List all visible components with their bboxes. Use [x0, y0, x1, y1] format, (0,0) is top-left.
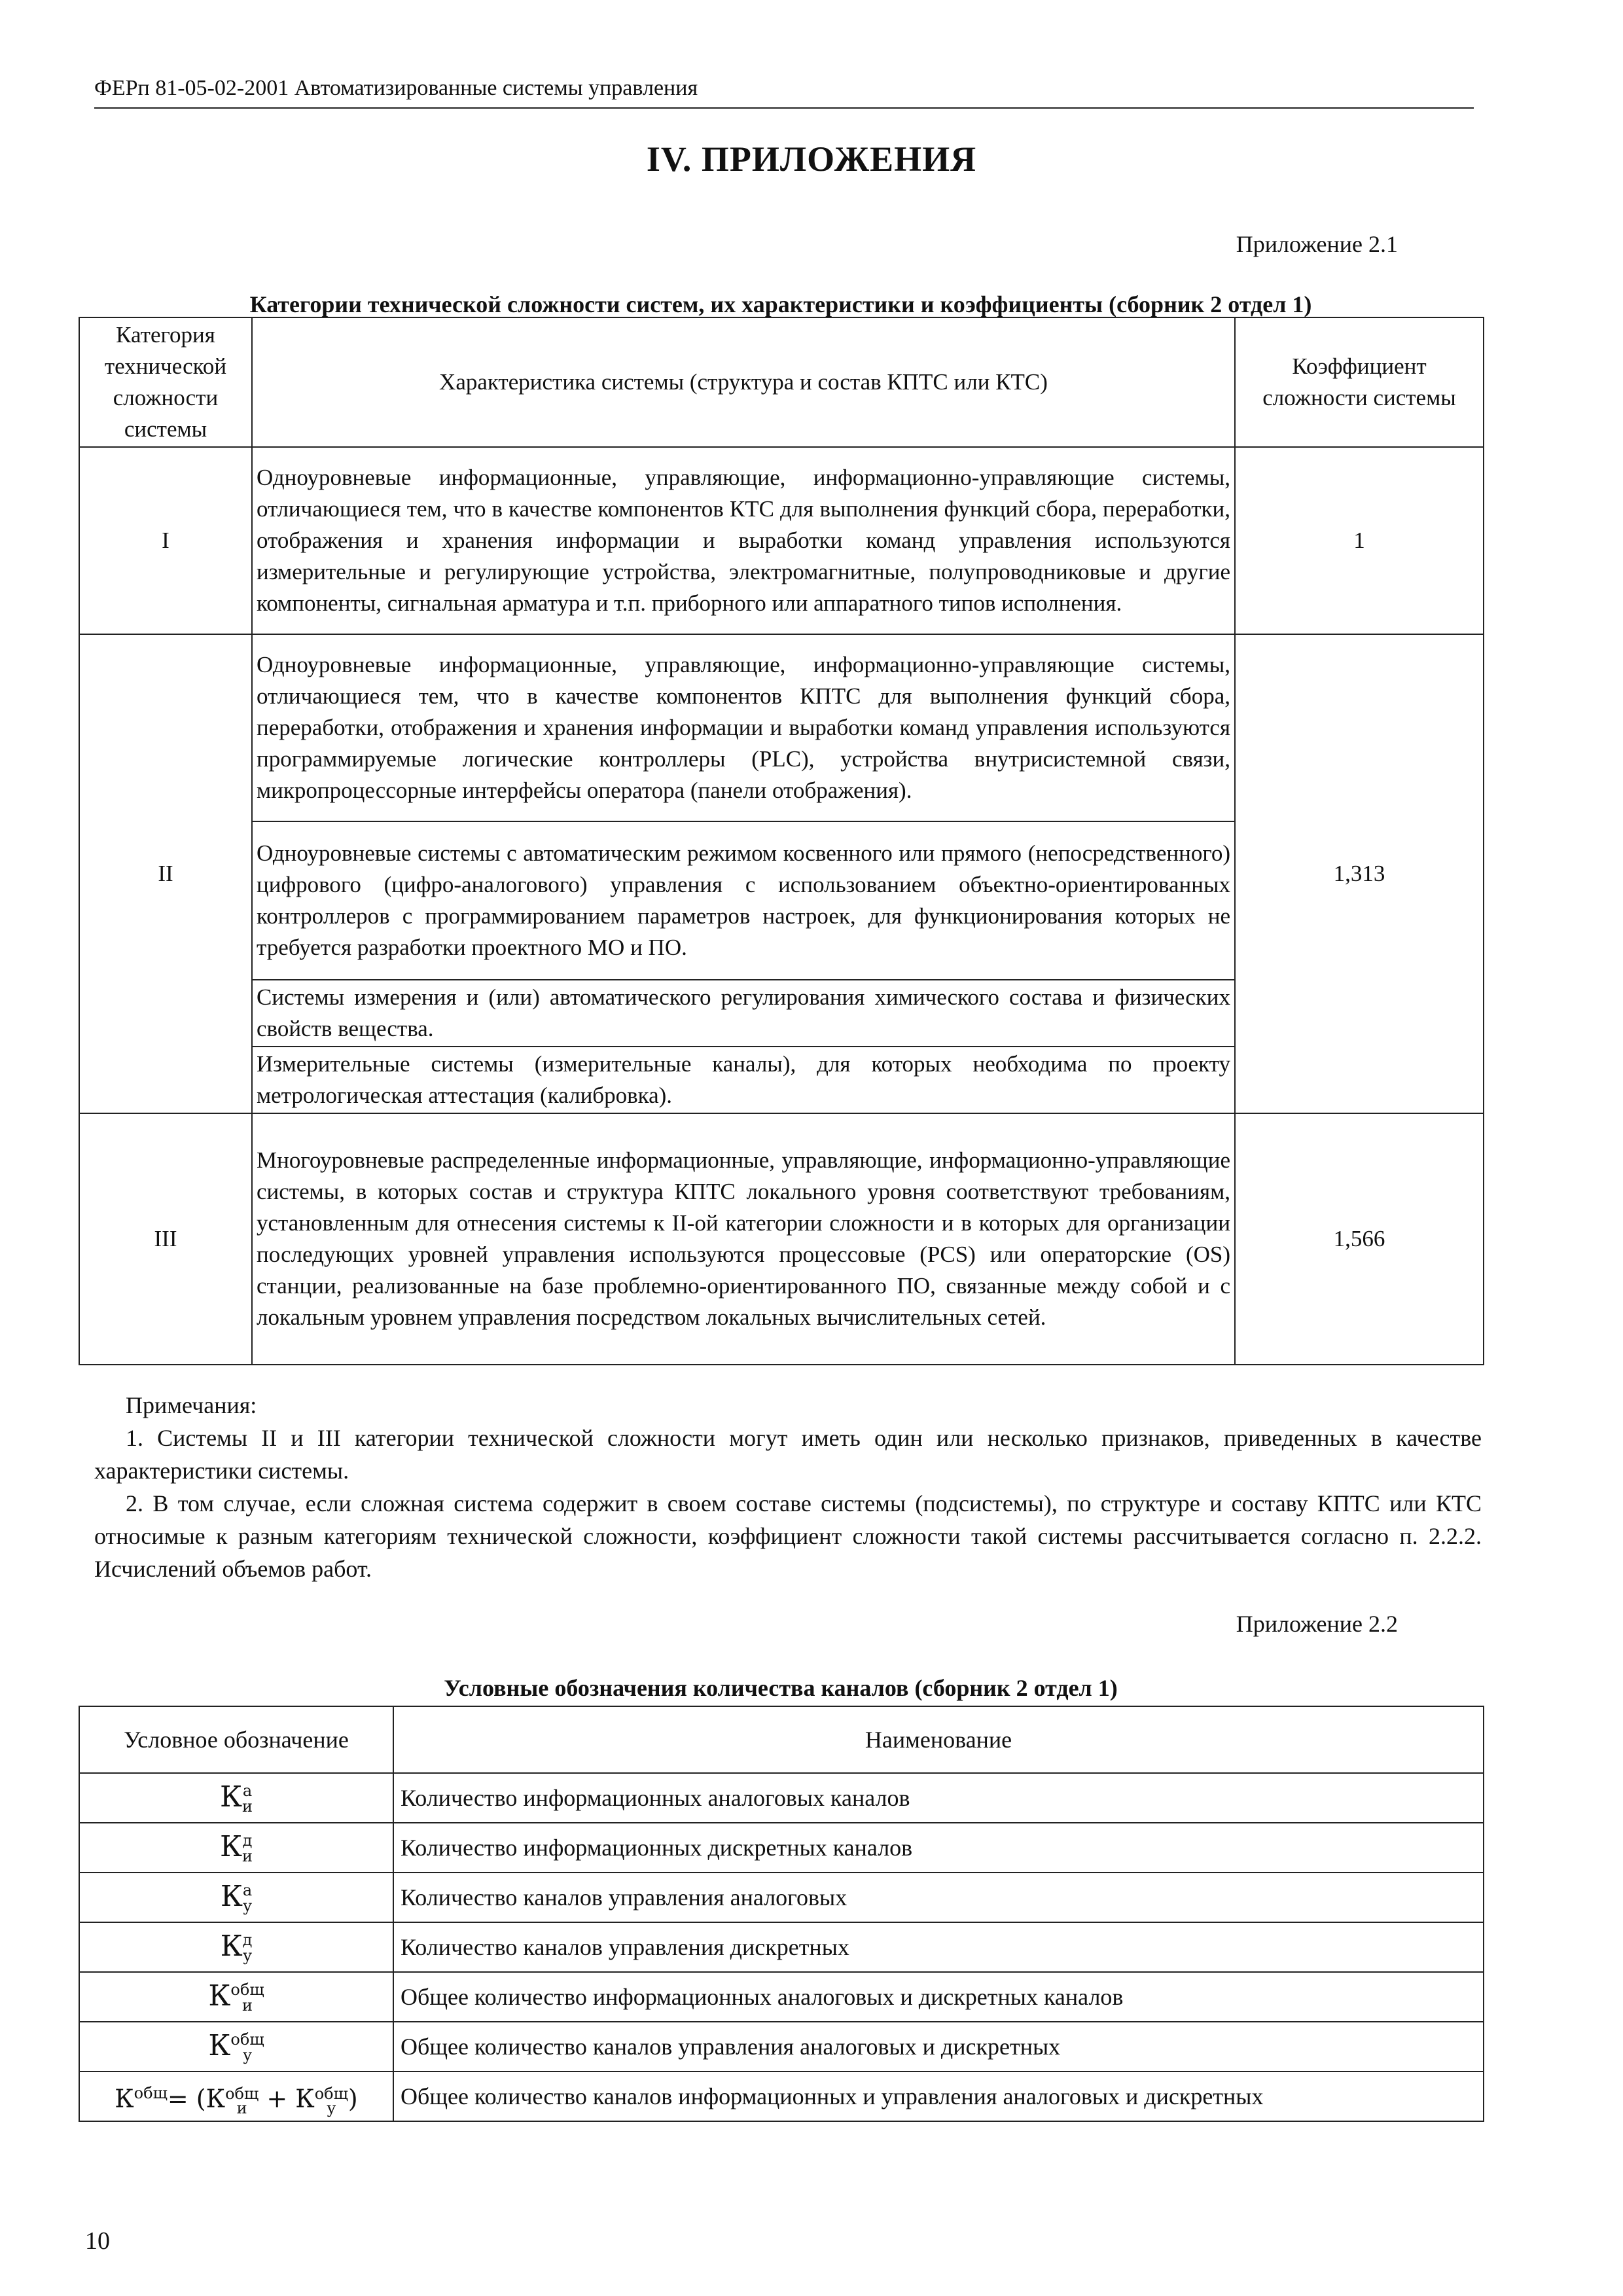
symbol-letter: К: [220, 1929, 243, 1963]
appendix-2-2-caption: Условные обозначения количества каналов (сборник 2 отдел 1): [444, 1675, 1118, 1701]
notes-heading: Примечания:: [126, 1392, 257, 1418]
symbol-letter: К: [219, 1780, 243, 1814]
section-title: IV. ПРИЛОЖЕНИЯ: [646, 139, 977, 179]
page-number: 10: [85, 2227, 110, 2255]
symbol-letter: К: [208, 2028, 231, 2062]
channel-symbols-table: [79, 1706, 1484, 2122]
coefficient-cell: 1,313: [1235, 634, 1484, 1113]
name-cell: Общее количество информационных аналоговых и дискретных каналов: [393, 1972, 1484, 2022]
formula-plus: +: [259, 2084, 296, 2113]
formula-term-a-superscript: общ: [225, 2085, 259, 2104]
table-row: [79, 1873, 1484, 1922]
category-cell: I: [79, 447, 252, 634]
symbol-superscript: а: [242, 1782, 253, 1801]
symbol-superscript: общ: [230, 1981, 264, 2000]
note-1: 1. Системы II и III категории технической сложности могут иметь один или несколько признаков, приведенных в качестве характеристики системы.: [94, 1425, 1482, 1484]
characteristic-cell: Одноуровневые системы с автоматическим режимом косвенного или прямого (непосредственного) цифрового (цифро-аналогового) управления с использованием объектно-ориентированных контроллеров с программированием параметров настроек, для функционирования которых не требуется разработки проектного МО и ПО.: [252, 821, 1235, 980]
note-2: 2. В том случае, если сложная система содержит в своем составе системы (подсистемы), по структуре и составу КПТС или КТС относимые к разным категориям технической сложности, коэффициент сложности такой системы рассчитывается согласно п. 2.2.2. Исчислений объемов работ.: [94, 1490, 1482, 1582]
table-row: [79, 1773, 1484, 1823]
symbol-cell: [79, 2022, 393, 2072]
formula-term-b-superscript: общ: [314, 2085, 348, 2104]
coefficient-cell: 1: [1235, 447, 1484, 634]
formula-equals: = (: [167, 2084, 206, 2113]
header-name: Наименование: [393, 1706, 1484, 1773]
table-header-row: [79, 1706, 1484, 1773]
symbol-cell: [79, 1823, 393, 1873]
running-head: ФЕРп 81-05-02-2001 Автоматизированные системы управления: [94, 73, 1474, 109]
name-cell: Количество каналов управления аналоговых: [393, 1873, 1484, 1922]
appendix-2-2-label: Приложение 2.2: [1236, 1611, 1398, 1637]
table-row: [79, 1823, 1484, 1873]
table-row: [79, 1922, 1484, 1972]
table-row: [79, 1113, 1484, 1365]
characteristic-cell: Одноуровневые информационные, управляющие, информационно-управляющие системы, отличающиеся тем, что в качестве компонентов КТС для выполнения функций сбора, переработки, отображения и хранения информации и выработки команд управления используются измерительные и регулирующие устройства, электромагнитные, полупроводниковые и другие компоненты, сигнальная арматура и т.п. приборного или аппаратного типов исполнения.: [252, 447, 1235, 634]
characteristic-cell: Измерительные системы (измерительные каналы), для которых необходима по проекту метрологическая аттестация (калибровка).: [252, 1047, 1235, 1113]
formula-term-a-subscript: и: [236, 2099, 247, 2118]
symbol-letter: К: [208, 1979, 231, 2013]
symbol-letter: К: [219, 1829, 243, 1863]
symbol-subscript: и: [242, 1797, 253, 1816]
coefficient-cell: 1,566: [1235, 1113, 1484, 1365]
table-row: [79, 2072, 1484, 2121]
category-cell: III: [79, 1113, 252, 1365]
symbol-subscript: у: [242, 1897, 253, 1916]
characteristic-cell: Системы измерения и (или) автоматического регулирования химического состава и физических свойств вещества.: [252, 980, 1235, 1047]
formula-total-letter: К: [115, 2084, 134, 2113]
table-row: [79, 447, 1484, 634]
formula-total-superscript: общ: [134, 2083, 168, 2102]
name-cell: Общее количество каналов информационных и управления аналоговых и дискретных: [393, 2072, 1484, 2121]
header-category: Категория технической сложности системы: [79, 317, 252, 447]
formula-term-a: К: [205, 2084, 226, 2113]
appendix-2-1-label: Приложение 2.1: [1236, 231, 1398, 257]
symbol-letter: К: [220, 1879, 243, 1913]
symbol-cell: [79, 1922, 393, 1972]
characteristic-cell: Многоуровневые распределенные информационные, управляющие, информационно-управляющие системы, в которых состав и структура КПТС локального уровня соответствуют требованиям, установленным для отнесения системы к II-ой категории сложности и в которых для организации последующих уровней управления используются процессовые (PCS) или операторские (OS) станции, реализованные на базе проблемно-ориентированного ПО, связанные между собой и с локальным уровнем управления посредством локальных вычислительных сетей.: [252, 1113, 1235, 1365]
symbol-cell-total-formula: [79, 2072, 393, 2121]
name-cell: Количество информационных дискретных каналов: [393, 1823, 1484, 1873]
characteristic-cell: Одноуровневые информационные, управляющие, информационно-управляющие системы, отличающиеся тем, что в качестве компонентов КПТС для выполнения функций сбора, переработки, отображения и хранения информации и выработки команд управления используются программируемые логические контроллеры (PLC), устройства внутрисистемной связи, микропроцессорные интерфейсы оператора (панели отображения).: [252, 634, 1235, 821]
table-row: [79, 634, 1484, 821]
formula-term-b-subscript: у: [327, 2099, 336, 2118]
header-characteristic: Характеристика системы (структура и состав КПТС или КТС): [252, 317, 1235, 447]
category-cell: II: [79, 634, 252, 1113]
table-header-row: [79, 317, 1484, 447]
symbol-cell: [79, 1972, 393, 2022]
symbol-subscript: у: [242, 1946, 253, 1965]
notes: [94, 1389, 1482, 1585]
header-symbol: Условное обозначение: [79, 1706, 393, 1773]
table-row: [79, 2022, 1484, 2072]
name-cell: Общее количество каналов управления аналоговых и дискретных: [393, 2022, 1484, 2072]
symbol-cell: [79, 1873, 393, 1922]
name-cell: Количество каналов управления дискретных: [393, 1922, 1484, 1972]
formula-term-b: К: [295, 2084, 315, 2113]
header-coefficient: Коэффициент сложности системы: [1235, 317, 1484, 447]
symbol-superscript: д: [242, 1931, 253, 1950]
appendix-2-1-caption: Категории технической сложности систем, их характеристики и коэффициенты (сборник 2 отдел 1): [249, 291, 1312, 317]
symbol-superscript: общ: [230, 2030, 264, 2049]
table-row: [79, 1972, 1484, 2022]
formula-close-paren: ): [348, 2084, 358, 2113]
symbol-superscript: д: [242, 1831, 253, 1850]
symbol-subscript: у: [242, 2046, 253, 2065]
complexity-categories-table: [79, 317, 1484, 1365]
symbol-subscript: и: [242, 1996, 253, 2015]
symbol-superscript: а: [242, 1881, 253, 1900]
symbol-subscript: и: [242, 1847, 253, 1866]
symbol-cell: [79, 1773, 393, 1823]
name-cell: Количество информационных аналоговых каналов: [393, 1773, 1484, 1823]
